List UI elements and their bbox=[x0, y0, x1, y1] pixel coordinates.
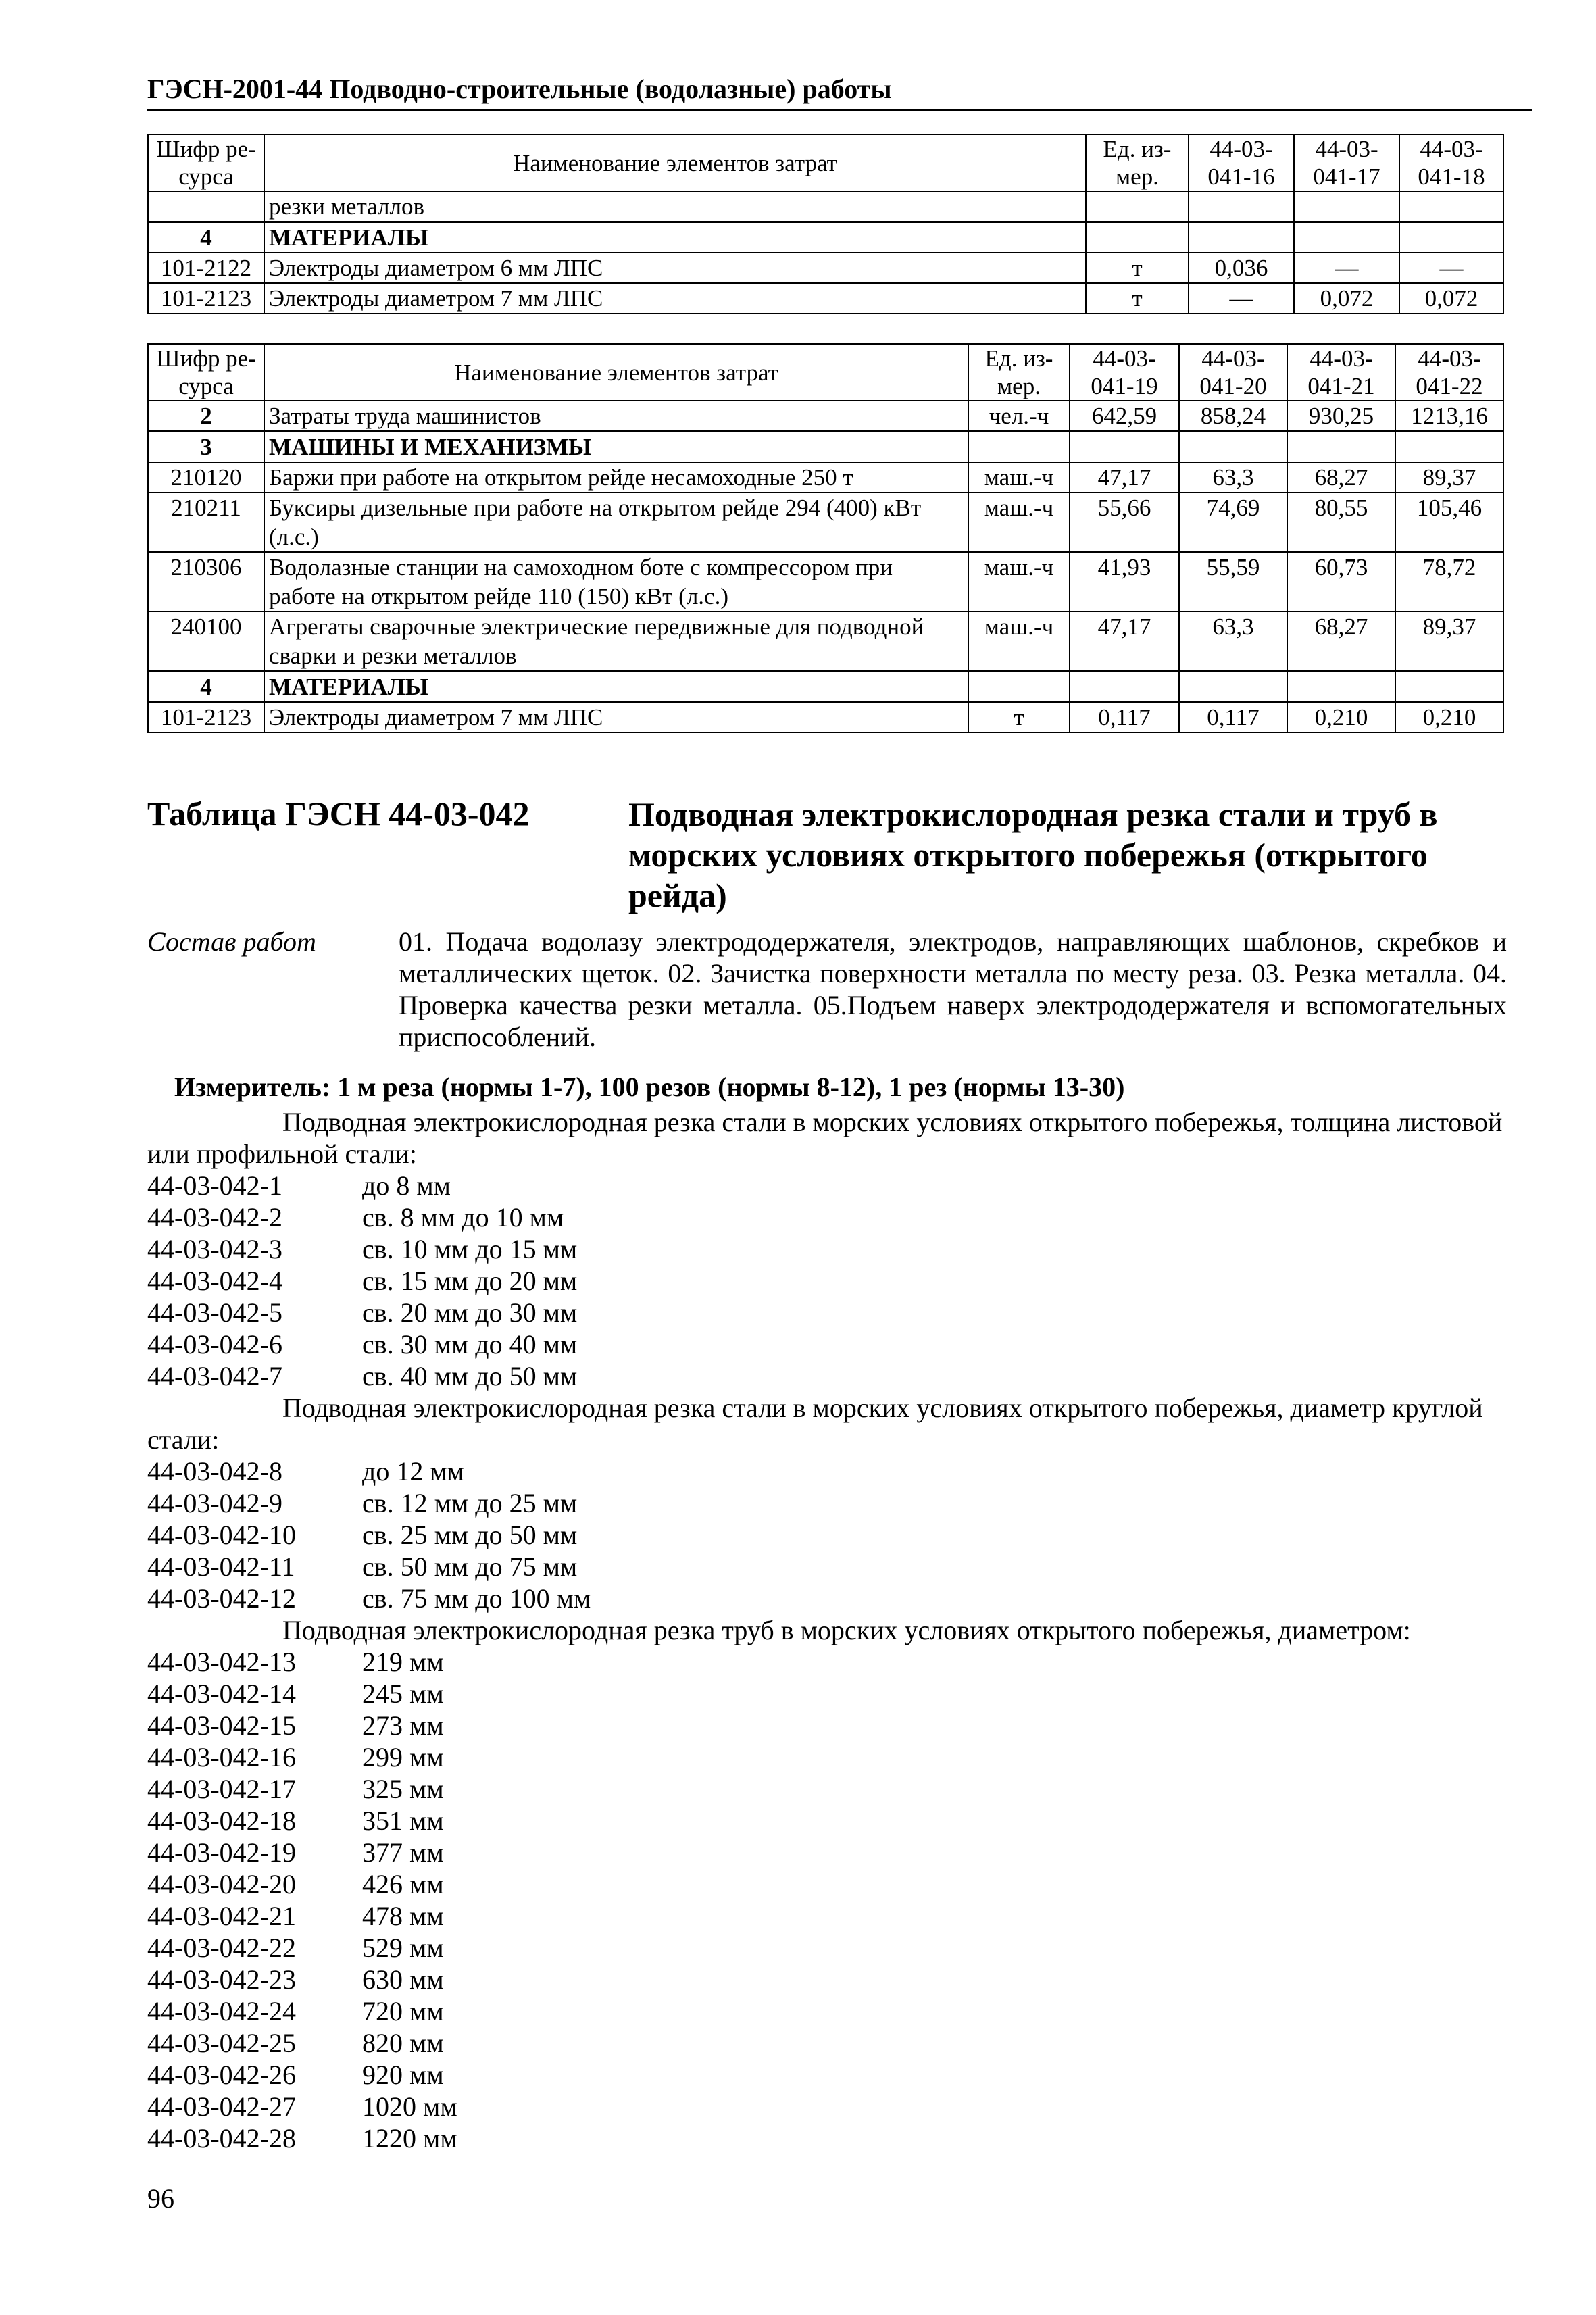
running-header: ГЭСН-2001-44 Подводно-строительные (водолазные) работы bbox=[147, 74, 892, 104]
cell-code: 210211 bbox=[148, 493, 264, 552]
cell-name: Электроды диаметром 6 мм ЛПС bbox=[264, 253, 1086, 283]
cell-value bbox=[1395, 672, 1503, 703]
cell-unit bbox=[1086, 191, 1189, 222]
norm-desc: 820 мм bbox=[362, 2028, 444, 2058]
norm-code: 44-03-042-21 bbox=[147, 1901, 296, 1931]
cell-code: 240100 bbox=[148, 612, 264, 672]
cell-unit: маш.-ч bbox=[968, 612, 1070, 672]
norm-item bbox=[147, 1551, 577, 1583]
table-row bbox=[148, 672, 1503, 703]
cell-name: Водолазные станции на самоходном боте с компрессором при работе на открытом рейде 110 (150) кВт (л.с.) bbox=[264, 552, 968, 612]
norm-code: 44-03-042-13 bbox=[147, 1647, 296, 1677]
norm-desc: 325 мм bbox=[362, 1774, 444, 1804]
cell-value bbox=[1399, 222, 1503, 253]
cell-name: резки металлов bbox=[264, 191, 1086, 222]
cell-value bbox=[1189, 191, 1294, 222]
norm-code: 44-03-042-28 bbox=[147, 2123, 296, 2154]
norm-desc: до 12 мм bbox=[362, 1456, 464, 1487]
norm-item bbox=[147, 1265, 577, 1297]
cell-value bbox=[1179, 432, 1287, 463]
cell-value: 74,69 bbox=[1179, 493, 1287, 552]
norm-item bbox=[147, 1900, 444, 1932]
col-header: Наименование элементов затрат bbox=[264, 344, 968, 401]
cell-unit: т bbox=[1086, 253, 1189, 283]
cell-unit: маш.-ч bbox=[968, 552, 1070, 612]
table-label: Таблица ГЭСН 44-03-042 bbox=[147, 795, 530, 832]
cell-name: МАТЕРИАЛЫ bbox=[264, 672, 968, 703]
cell-value: 0,036 bbox=[1189, 253, 1294, 283]
norm-desc: 630 мм bbox=[362, 1964, 444, 1995]
cell-value bbox=[1070, 432, 1179, 463]
norm-item bbox=[147, 1837, 444, 1868]
table-row bbox=[148, 432, 1503, 463]
cell-value: 41,93 bbox=[1070, 552, 1179, 612]
norm-item bbox=[147, 1678, 444, 1710]
norm-item bbox=[147, 1805, 444, 1837]
norm-desc: 529 мм bbox=[362, 1933, 444, 1963]
col-header: 44-03-041-18 bbox=[1399, 134, 1503, 191]
cell-value: 0,117 bbox=[1179, 702, 1287, 732]
measurement-unit: Измеритель: 1 м реза (нормы 1-7), 100 резов (нормы 8-12), 1 рез (нормы 13-30) bbox=[174, 1072, 1125, 1102]
norm-code: 44-03-042-17 bbox=[147, 1774, 296, 1804]
norm-item bbox=[147, 1710, 444, 1741]
cell-unit: маш.-ч bbox=[968, 462, 1070, 493]
norm-group-title: Подводная электрокислородная резка стали в морских условиях открытого побережья, диаметр круглой стали: bbox=[147, 1393, 1483, 1455]
cell-code: 101-2122 bbox=[148, 253, 264, 283]
col-header: Ед. из-мер. bbox=[1086, 134, 1189, 191]
table-row bbox=[148, 191, 1503, 222]
col-header: 44-03-041-16 bbox=[1189, 134, 1294, 191]
norm-desc: 478 мм bbox=[362, 1901, 444, 1931]
norm-desc: 273 мм bbox=[362, 1710, 444, 1741]
norm-desc: 1020 мм bbox=[362, 2091, 457, 2122]
cell-value: 78,72 bbox=[1395, 552, 1503, 612]
norm-code: 44-03-042-9 bbox=[147, 1488, 282, 1518]
table-row bbox=[148, 283, 1503, 314]
table-header-row bbox=[148, 134, 1503, 191]
cell-value: — bbox=[1399, 253, 1503, 283]
cell-unit: т bbox=[968, 702, 1070, 732]
col-header: Шифр ре-сурса bbox=[148, 344, 264, 401]
norm-code: 44-03-042-23 bbox=[147, 1964, 296, 1995]
norm-desc: 245 мм bbox=[362, 1678, 444, 1709]
cell-value bbox=[1179, 672, 1287, 703]
cell-value bbox=[1070, 672, 1179, 703]
section-title: Подводная электрокислородная резка стали и труб в морских условиях открытого побережья (открытого рейда) bbox=[628, 795, 1438, 914]
norm-desc: до 8 мм bbox=[362, 1170, 451, 1201]
norm-item bbox=[147, 2091, 457, 2122]
norm-code: 44-03-042-16 bbox=[147, 1742, 296, 1772]
cell-name: Баржи при работе на открытом рейде несамоходные 250 т bbox=[264, 462, 968, 493]
norm-code: 44-03-042-7 bbox=[147, 1361, 282, 1391]
norm-item bbox=[147, 1201, 564, 1233]
cell-code: 4 bbox=[148, 672, 264, 703]
norm-code: 44-03-042-10 bbox=[147, 1520, 296, 1550]
cell-code: 101-2123 bbox=[148, 702, 264, 732]
norm-code: 44-03-042-18 bbox=[147, 1806, 296, 1836]
norm-code: 44-03-042-2 bbox=[147, 1202, 282, 1233]
cell-name: Буксиры дизельные при работе на открытом рейде 294 (400) кВт (л.с.) bbox=[264, 493, 968, 552]
norm-code: 44-03-042-15 bbox=[147, 1710, 296, 1741]
cell-value bbox=[1294, 222, 1399, 253]
cell-value: 0,072 bbox=[1399, 283, 1503, 314]
cell-unit bbox=[968, 672, 1070, 703]
norm-item bbox=[147, 1233, 577, 1265]
cell-value: 68,27 bbox=[1287, 612, 1395, 672]
norm-code: 44-03-042-3 bbox=[147, 1234, 282, 1264]
cell-value bbox=[1395, 432, 1503, 463]
norm-item bbox=[147, 1455, 464, 1487]
cell-value: 105,46 bbox=[1395, 493, 1503, 552]
header-rule bbox=[147, 109, 1532, 111]
table-row bbox=[148, 401, 1503, 432]
col-header: 44-03-041-20 bbox=[1179, 344, 1287, 401]
cell-value: 0,210 bbox=[1287, 702, 1395, 732]
work-composition-label: Состав работ bbox=[147, 926, 316, 957]
norm-desc: 426 мм bbox=[362, 1869, 444, 1899]
norm-code: 44-03-042-6 bbox=[147, 1329, 282, 1360]
norm-desc: 219 мм bbox=[362, 1647, 444, 1677]
norm-desc: св. 25 мм до 50 мм bbox=[362, 1520, 578, 1550]
cell-value: — bbox=[1294, 253, 1399, 283]
cell-value bbox=[1189, 222, 1294, 253]
norm-code: 44-03-042-1 bbox=[147, 1170, 282, 1201]
norm-code: 44-03-042-12 bbox=[147, 1583, 296, 1614]
cell-value: 0,210 bbox=[1395, 702, 1503, 732]
cell-value: 47,17 bbox=[1070, 462, 1179, 493]
table-row bbox=[148, 612, 1503, 672]
norm-code: 44-03-042-11 bbox=[147, 1551, 295, 1582]
table-row bbox=[148, 493, 1503, 552]
cell-value: 0,117 bbox=[1070, 702, 1179, 732]
cell-name: Затраты труда машинистов bbox=[264, 401, 968, 432]
cell-code: 3 bbox=[148, 432, 264, 463]
norm-item bbox=[147, 1360, 577, 1392]
norm-item bbox=[147, 1583, 591, 1614]
cell-value: 63,3 bbox=[1179, 462, 1287, 493]
norm-desc: св. 40 мм до 50 мм bbox=[362, 1361, 578, 1391]
page-number: 96 bbox=[147, 2183, 174, 2214]
norm-desc: св. 15 мм до 20 мм bbox=[362, 1266, 578, 1296]
norm-item bbox=[147, 1170, 451, 1201]
norm-desc: 299 мм bbox=[362, 1742, 444, 1772]
norm-desc: 351 мм bbox=[362, 1806, 444, 1836]
cell-value: — bbox=[1189, 283, 1294, 314]
norm-desc: св. 20 мм до 30 мм bbox=[362, 1297, 578, 1328]
norm-item bbox=[147, 1932, 444, 1964]
cell-value: 47,17 bbox=[1070, 612, 1179, 672]
table-row bbox=[148, 552, 1503, 612]
cell-name: МАТЕРИАЛЫ bbox=[264, 222, 1086, 253]
cell-value bbox=[1287, 672, 1395, 703]
cell-code: 4 bbox=[148, 222, 264, 253]
norm-item bbox=[147, 1773, 444, 1805]
cell-code: 210120 bbox=[148, 462, 264, 493]
cell-name: Электроды диаметром 7 мм ЛПС bbox=[264, 283, 1086, 314]
cell-value: 55,66 bbox=[1070, 493, 1179, 552]
norm-code: 44-03-042-24 bbox=[147, 1996, 296, 2026]
norm-desc: св. 30 мм до 40 мм bbox=[362, 1329, 578, 1360]
norm-item bbox=[147, 2059, 444, 2091]
cell-value: 642,59 bbox=[1070, 401, 1179, 432]
norm-code: 44-03-042-20 bbox=[147, 1869, 296, 1899]
norm-desc: св. 8 мм до 10 мм bbox=[362, 1202, 564, 1233]
cell-value: 0,072 bbox=[1294, 283, 1399, 314]
cell-code bbox=[148, 191, 264, 222]
cell-value: 858,24 bbox=[1179, 401, 1287, 432]
norm-group-title: Подводная электрокислородная резка труб в морских условиях открытого побережья, диаметром: bbox=[282, 1615, 1411, 1645]
norm-desc: 377 мм bbox=[362, 1837, 444, 1868]
cell-name: Электроды диаметром 7 мм ЛПС bbox=[264, 702, 968, 732]
cell-unit bbox=[968, 432, 1070, 463]
col-header: 44-03-041-19 bbox=[1070, 344, 1179, 401]
cell-code: 2 bbox=[148, 401, 264, 432]
norm-item bbox=[147, 1487, 577, 1519]
norm-item bbox=[147, 1519, 577, 1551]
table-header-row bbox=[148, 344, 1503, 401]
col-header: Шифр ре-сурса bbox=[148, 134, 264, 191]
norm-code: 44-03-042-5 bbox=[147, 1297, 282, 1328]
cell-value: 60,73 bbox=[1287, 552, 1395, 612]
norm-code: 44-03-042-27 bbox=[147, 2091, 296, 2122]
col-header: 44-03-041-22 bbox=[1395, 344, 1503, 401]
cost-table-041-19-22 bbox=[147, 343, 1504, 733]
cell-value: 68,27 bbox=[1287, 462, 1395, 493]
col-header: Наименование элементов затрат bbox=[264, 134, 1086, 191]
norm-item bbox=[147, 1995, 444, 2027]
cell-value: 80,55 bbox=[1287, 493, 1395, 552]
cell-name: Агрегаты сварочные электрические передвижные для подводной сварки и резки металлов bbox=[264, 612, 968, 672]
cell-value: 89,37 bbox=[1395, 462, 1503, 493]
norm-desc: 1220 мм bbox=[362, 2123, 457, 2154]
work-composition-text: 01. Подача водолазу электрододержателя, электродов, направляющих шаблонов, скребков и металлических щеток. 02. Зачистка поверхности металла по месту реза. 03. Резка металла. 04. Проверка качества резки металла. 05.Подъем наверх электрододержателя и вспомогательных приспособлений. bbox=[399, 926, 1507, 1052]
cell-unit: т bbox=[1086, 283, 1189, 314]
cell-value: 89,37 bbox=[1395, 612, 1503, 672]
norm-item bbox=[147, 2122, 457, 2154]
norm-desc: св. 75 мм до 100 мм bbox=[362, 1583, 591, 1614]
norm-group-title: Подводная электрокислородная резка стали в морских условиях открытого побережья, толщина листовой или профильной стали: bbox=[147, 1107, 1503, 1169]
norm-code: 44-03-042-4 bbox=[147, 1266, 282, 1296]
cell-value bbox=[1287, 432, 1395, 463]
norm-code: 44-03-042-8 bbox=[147, 1456, 282, 1487]
norm-item bbox=[147, 1964, 444, 1995]
table-row bbox=[148, 253, 1503, 283]
norm-desc: св. 50 мм до 75 мм bbox=[362, 1551, 578, 1582]
cell-unit: чел.-ч bbox=[968, 401, 1070, 432]
table-row bbox=[148, 702, 1503, 732]
norm-desc: 920 мм bbox=[362, 2060, 444, 2090]
norm-code: 44-03-042-22 bbox=[147, 1933, 296, 1963]
table-row bbox=[148, 222, 1503, 253]
cell-code: 101-2123 bbox=[148, 283, 264, 314]
col-header: 44-03-041-17 bbox=[1294, 134, 1399, 191]
cell-value bbox=[1399, 191, 1503, 222]
cell-code: 210306 bbox=[148, 552, 264, 612]
cell-unit: маш.-ч bbox=[968, 493, 1070, 552]
norm-item bbox=[147, 1646, 444, 1678]
table-row bbox=[148, 462, 1503, 493]
cell-value: 1213,16 bbox=[1395, 401, 1503, 432]
norm-item bbox=[147, 1868, 444, 1900]
norm-desc: 720 мм bbox=[362, 1996, 444, 2026]
cell-value: 63,3 bbox=[1179, 612, 1287, 672]
norm-desc: св. 12 мм до 25 мм bbox=[362, 1488, 578, 1518]
norm-code: 44-03-042-26 bbox=[147, 2060, 296, 2090]
cell-value: 930,25 bbox=[1287, 401, 1395, 432]
norm-item bbox=[147, 2027, 444, 2059]
norm-code: 44-03-042-14 bbox=[147, 1678, 296, 1709]
norm-item bbox=[147, 1741, 444, 1773]
col-header: Ед. из-мер. bbox=[968, 344, 1070, 401]
norm-code: 44-03-042-25 bbox=[147, 2028, 296, 2058]
cell-name: МАШИНЫ И МЕХАНИЗМЫ bbox=[264, 432, 968, 463]
cell-value bbox=[1294, 191, 1399, 222]
norm-item bbox=[147, 1297, 577, 1328]
cell-unit bbox=[1086, 222, 1189, 253]
norm-item bbox=[147, 1328, 577, 1360]
cell-value: 55,59 bbox=[1179, 552, 1287, 612]
cost-table-041-16-18 bbox=[147, 134, 1504, 314]
norm-code: 44-03-042-19 bbox=[147, 1837, 296, 1868]
col-header: 44-03-041-21 bbox=[1287, 344, 1395, 401]
norm-desc: св. 10 мм до 15 мм bbox=[362, 1234, 578, 1264]
